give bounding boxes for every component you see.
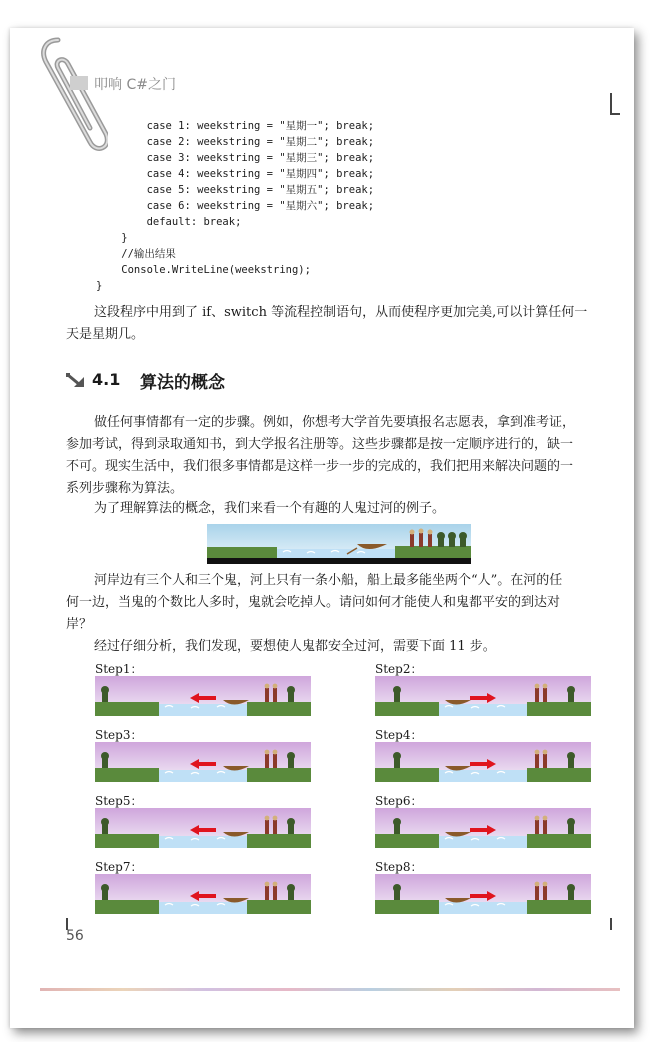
code-line: } — [96, 280, 103, 292]
text-line: 何一边，当鬼的个数比人多时，鬼就会吃掉人。请问如何才能使人和鬼都平安的到达对 — [66, 595, 561, 610]
step-illustration — [95, 742, 311, 782]
step-illustration — [375, 676, 591, 716]
step-label: Step6： — [375, 794, 423, 808]
section-number: 4.1 — [92, 370, 121, 389]
code-line: case 3: weekstring = "星期三"; break; — [96, 152, 375, 164]
text-line: 经过仔细分析，我们发现，要想使人鬼都安全过河，需要下面 11 步。 — [94, 639, 496, 654]
paragraph-1 — [66, 302, 618, 346]
section-title: 算法的概念 — [140, 373, 225, 393]
paragraph-5 — [66, 636, 618, 658]
step-illustration — [95, 676, 311, 716]
code-line: } — [96, 232, 128, 244]
running-header: 叩响 C#之门 — [94, 77, 176, 93]
step-illustration — [375, 808, 591, 848]
text-line: 不可。现实生活中，我们很多事情都是这样一步一步的完成的，我们把用来解决问题的一 — [66, 459, 574, 474]
step-label: Step2： — [375, 662, 423, 676]
step-illustration — [95, 874, 311, 914]
crop-mark-bottom-right — [610, 918, 620, 930]
crop-mark-bottom-left — [46, 918, 68, 930]
text-line: 天是星期几。 — [66, 327, 145, 342]
code-line: case 4: weekstring = "星期四"; break; — [96, 168, 375, 180]
step-illustration — [375, 742, 591, 782]
step-label: Step5： — [95, 794, 143, 808]
text-line: 岸？ — [66, 617, 93, 632]
step-label: Step4： — [375, 728, 423, 742]
code-block — [96, 118, 374, 294]
text-line: 为了理解算法的概念，我们来看一个有趣的人鬼过河的例子。 — [94, 501, 446, 516]
text-line: 参加考试，得到录取通知书，到大学报名注册等。这些步骤都是按一定顺序进行的，缺一 — [66, 437, 574, 452]
code-line: case 2: weekstring = "星期二"; break; — [96, 136, 375, 148]
text-line: 这段程序中用到了 if、switch 等流程控制语句，从而使程序更加完美,可以计算任何一 — [94, 305, 588, 320]
text-line: 做任何事情都有一定的步骤。例如，你想考大学首先要填报名志愿表，拿到准考证， — [94, 415, 576, 430]
code-line: Console.WriteLine(weekstring); — [96, 264, 311, 276]
code-line: case 6: weekstring = "星期六"; break; — [96, 200, 375, 212]
page-number: 56 — [66, 928, 84, 944]
paragraph-4 — [66, 570, 618, 636]
paragraph-2 — [66, 412, 618, 500]
step-label: Step7： — [95, 860, 143, 874]
code-line: default: break; — [96, 216, 242, 228]
section-arrow-icon — [66, 373, 86, 389]
paragraph-3 — [66, 498, 618, 520]
code-line: case 1: weekstring = "星期一"; break; — [96, 120, 375, 132]
step-label: Step1： — [95, 662, 143, 676]
crop-mark-top-right — [610, 93, 620, 115]
step-illustration — [375, 874, 591, 914]
step-label: Step8： — [375, 860, 423, 874]
bottom-decoration-strip — [40, 988, 620, 991]
text-line: 系列步骤称为算法。 — [66, 481, 184, 496]
river-illustration — [207, 524, 471, 564]
step-label: Step3： — [95, 728, 143, 742]
text-line: 河岸边有三个人和三个鬼，河上只有一条小船，船上最多能坐两个“人”。在河的任 — [94, 573, 563, 588]
code-line: case 5: weekstring = "星期五"; break; — [96, 184, 375, 196]
code-line: //输出结果 — [96, 248, 176, 260]
header-mark — [70, 76, 88, 90]
step-illustration — [95, 808, 311, 848]
